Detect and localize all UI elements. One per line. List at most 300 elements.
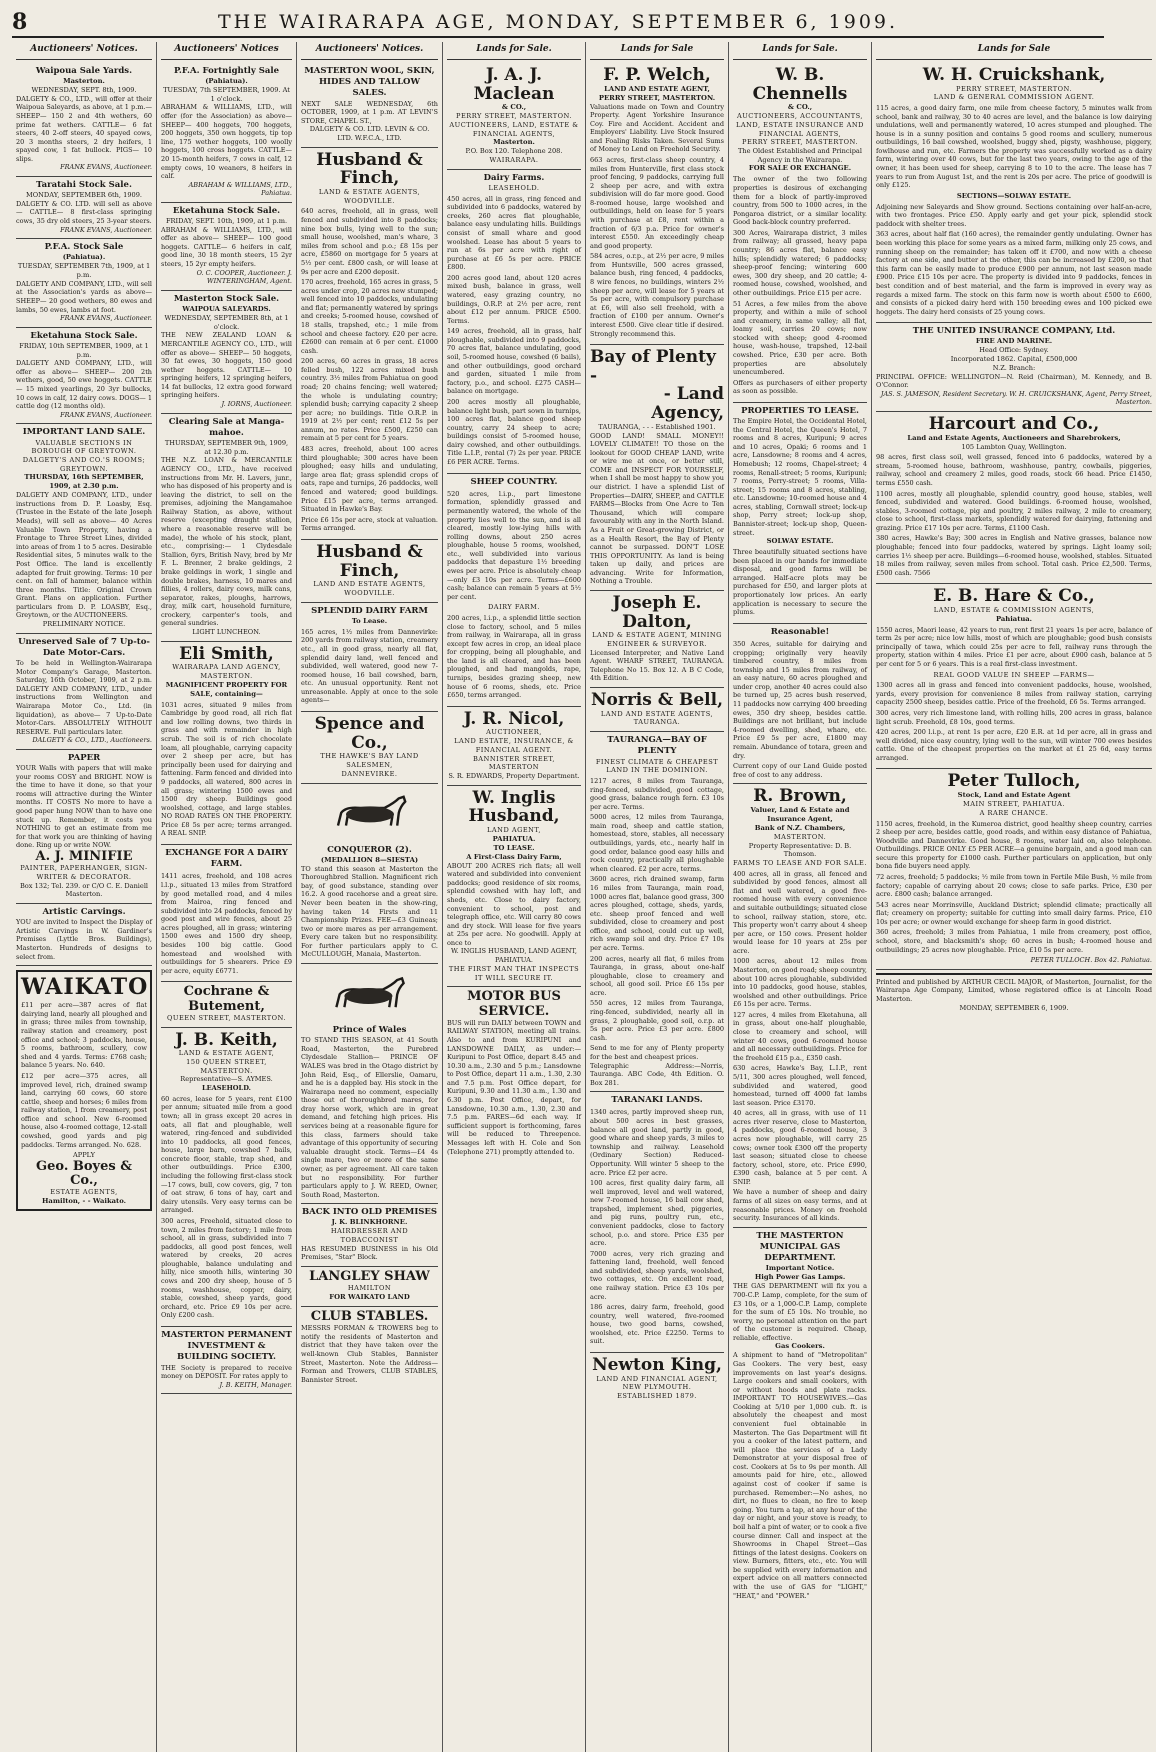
ad-title: E. B. Hare & Co., bbox=[933, 586, 1095, 607]
ad-body: Incorporated 1862. Capital, £500,000 bbox=[950, 355, 1078, 364]
ad-sub: LAND AND ESTATE AGENTS, TAURANGA. bbox=[600, 709, 714, 727]
ad-place: MASTERTON. bbox=[773, 832, 827, 841]
ad-title: J. B. Keith, bbox=[175, 1029, 278, 1050]
ad-norris-bell bbox=[590, 688, 724, 732]
ad-sub: Land and Estate Agents, Auctioneers and Sharebrokers, bbox=[907, 433, 1121, 442]
ad-taranaki bbox=[590, 1092, 724, 1353]
ad-date: THURSDAY, SEPTEMBER 9th, 1909, at 12.30 p.m. bbox=[164, 439, 289, 456]
property-listing: Price £6 15s per acre, stock at valuation. Terms arranged. bbox=[301, 515, 438, 533]
ad-body: The Oldest Established and Principal Agency in the Wairarapa. bbox=[738, 147, 862, 164]
property-listing: 200 acres, 60 acres in grass, 18 acres felled bush, 122 acres mixed bush country. 3½ miles from Pahiatua on good road; 20 chains fencing; well watered; the whole is undulating country; splendid bush; carrying capacity 2 sheep per acre; no buildings. Title O.R.P. in 1919 at 2½ per cent; rent £12 5s per annum, no rates. Price £500, £250 can remain at 5 per cent for 5 years. bbox=[301, 357, 438, 443]
ad-sub: TAURANGA, - - - Established 1901. bbox=[598, 422, 716, 431]
ad-sub: DALGETY'S AND CO.'S ROOMS; GREYTOWN. bbox=[22, 455, 146, 473]
ad-sub: AUCTIONEER, bbox=[486, 728, 542, 737]
property-listing: 186 acres, dairy farm, freehold, good country, well watered, five-roomed house, two good barns, cowshed, woolshed, etc. Price £2250. Terms to suit. bbox=[590, 1303, 724, 1346]
ad-title: LANGLEY SHAW bbox=[309, 1269, 430, 1284]
ad-title: P.F.A. Stock Sale bbox=[44, 242, 124, 253]
ad-date: FRIDAY, 10th SEPTEMBER, 1909, at 1 p.m. bbox=[19, 341, 149, 359]
ad-title: Newton King, bbox=[592, 1355, 722, 1376]
ad-title: SHEEP COUNTRY. bbox=[470, 476, 558, 487]
ad-signature: FRANK EVANS, Auctioneer. bbox=[60, 314, 152, 323]
ad-body: ABOUT 200 ACRES rich flats; all well watered and subdivided into convenient paddocks; good residence of six rooms, splendid cowshed with hay loft, and sheds, etc. Close to dairy factory, convenient to school, post and telegraph office, etc. Will carry 80 cows and dry stock. Will lease for five years at 25s per acre. No goodwill. Apply at once to bbox=[447, 861, 581, 947]
property-listing: 3600 acres, rich drained swamp, farm 16 miles from Tauranga, main road, 1000 acres flat, balance good grass, 300 acres ploughed, cottage, sheds, yards, etc. sheep proof fenced and well subdivided, close to creamery and post office, and school, could cut up well, rich swamp soil and dry. Price £7 10s per acre. Terms. bbox=[590, 875, 724, 952]
ad-building-society bbox=[161, 1327, 292, 1394]
ad-sub: LAND & ESTATE AGENT, bbox=[178, 1049, 275, 1058]
ad-waikato bbox=[16, 970, 152, 1211]
ad-jb-keith bbox=[161, 1028, 292, 1327]
ad-title: Masterton Stock Sale. bbox=[173, 293, 280, 304]
ad-title: Prince of Wales bbox=[332, 1025, 407, 1036]
ad-body: NEXT SALE WEDNESDAY, 6th OCTOBER, 1909, at 1 p.m. AT LEVIN'S STORE, CHAPEL ST., bbox=[301, 99, 438, 125]
ad-sub: 105 Lambton Quay, Wellington. bbox=[961, 442, 1067, 451]
ad-sub: (MEDALLION 8—SIESTA) bbox=[320, 855, 419, 864]
property-listing: 200 acres good land, about 120 acres mixed bush, balance in grass, well watered, easy grazing country, no buildings, O.R.P. at 2½ per acre, rent about £12 per annum. PRICE £500. Terms. bbox=[447, 273, 581, 325]
ad-sub: FOR SALE OR EXCHANGE. bbox=[748, 164, 852, 173]
ad-body: DALGETY AND COMPANY, LTD., will sell at the Association's yards as above— SHEEP— 20 good wethers, 80 ewes and lambs, 50 ewes, lambs at foot. bbox=[16, 279, 152, 314]
ad-sub: PERRY STREET, MASTERTON. bbox=[456, 112, 572, 121]
ad-sub: ESTABLISHED 1879. bbox=[617, 1392, 697, 1401]
property-listing: 1000 acres, about 12 miles from Masterton, on good road; sheep country, about 100 acres ploughable, subdivided into 10 paddocks, good house, stables, woolshed and other outbuildings. Price £6 15s per acre. Terms. bbox=[733, 957, 867, 1009]
ad-body: YOUR Walls with papers that will make your rooms COSY and BRIGHT. NOW is the time to have it done, so that your rooms will attractive during the Winter months. IT COSTS No more to have a good paper hung NOW than to have one stuck up. Remember, it costs you NOTHING to get an estimate from me for that work you are thinking of having done. Ring up or write NOW. bbox=[16, 764, 152, 850]
ad-maclean bbox=[447, 63, 581, 170]
property-listing: 543 acres near Morrinsville, Auckland District; splendid climate; practically all flat; creamery on property; suitable for cutting into small dairy farms. Price, £10 10s per acre; or owner would exchange for sheep farm in good district. bbox=[876, 900, 1152, 926]
ad-title: CONQUEROR (2). bbox=[327, 844, 412, 855]
ad-nicol bbox=[447, 707, 581, 786]
ad-husband-finch bbox=[301, 148, 438, 540]
ad-body: BUS will run DAILY between TOWN and RAILWAY STATION, meeting all trains. Also to and from KURIPUNI and LANSDOWNE DAILY, as under:— Kuripuni to Post Office, depart 8.45 and 10.30 a.m., 2.30 and 5 p.m.; Lansdowne to Post Office, depart 11 a.m., 1.30, 2.30 and 7.5 p.m. Post Office depart, for Kuripuni, 9.30 and 11.30 a.m., 1.30 and 6.30 p.m. Post Office, depart, for Lansdowne, 10.30 a.m., 1.30, 2.30 and 7.5 p.m. FARES—6d each way. If sufficient support is forthcoming, fares will be reduced to Threepence. Messages left with H. Cole and Son (Telephone 271) promptly attended to. bbox=[447, 1018, 581, 1156]
advertiser-trade: PAINTER, PAPERHANGER, SIGN-WRITER & DECORATOR. bbox=[20, 864, 148, 881]
ad-land-sale bbox=[16, 424, 152, 633]
newspaper-title: THE WAIRARAPA AGE, MONDAY, SEPTEMBER 6, 1909. bbox=[217, 11, 899, 33]
ad-date: WEDNESDAY, SEPTEMBER 8th, at 1 o'clock. bbox=[164, 313, 289, 331]
ad-title: Taratahi Stock Sale. bbox=[36, 179, 132, 190]
ad-title: W. H. Cruickshank, bbox=[922, 64, 1106, 85]
ad-pfa-sale bbox=[16, 239, 152, 327]
ad-gas-department bbox=[733, 1228, 867, 1604]
advertiser-name: A. J. MINIFIE bbox=[35, 848, 133, 864]
column-2 bbox=[157, 42, 297, 1752]
ad-sub: LAND & GENERAL COMMISSION AGENT. bbox=[933, 93, 1095, 102]
ad-body: DALGETY AND COMPANY, LTD., will offer as above— SHEEP— 200 2th wethers, good, 50 ewe hoggets. CATTLE— 15 mixed yearlings, 20 3yr bullocks, 10 cows in calf, 12 dairy cows. DOGS— 1 cattle dog (12 months old). bbox=[16, 359, 152, 411]
ad-title: - Land Agency, bbox=[651, 384, 724, 424]
ad-title: Harcourt and Co., bbox=[928, 413, 1100, 434]
ad-date: WEDNESDAY, SEPT. 8th, 1909. bbox=[31, 86, 137, 95]
ad-sub: MAIN STREET, PAHIATUA. bbox=[962, 800, 1066, 809]
ad-rep: Property Representative: D. B. Thomson. bbox=[748, 841, 852, 859]
advertiser-address: Box 132; Tel. 239. or C/O C. E. Daniell Masterton. bbox=[19, 881, 149, 899]
ad-title: THE MASTERTON MUNICIPAL GAS DEPARTMENT. bbox=[756, 1230, 844, 1264]
property-listing: Adjoining new Saleyards and Show ground. Sections containing over half-an-acre, with two frontages. Price £50. Apply early and get your pick, splendid stock paddock with shelter trees. bbox=[876, 202, 1152, 228]
ad-place: Pahiatua. bbox=[995, 614, 1033, 623]
ad-sub: FINEST CLIMATE & CHEAPEST LAND IN THE DOMINION. bbox=[595, 757, 719, 775]
column-header: Auctioneers' Notices bbox=[161, 42, 292, 60]
ad-place: WAIRARAPA. bbox=[489, 156, 539, 164]
property-listing: 200 acres, l.i.p., a splendid little section close to factory, school, and 5 miles from railway, in Wairarapa, all in grass except few acres in crop, an ideal place for cropping, being all ploughable, and the land is all cleared, and has been ploughed, and had mangolds, rape, turnips, besides grazing sheep, new house of 6 rooms, sheds, etc. Price £650, terms arranged. bbox=[447, 613, 581, 700]
ad-sub: LAND & ESTATE AGENT, MINING ENGINEER & SURVEYOR. bbox=[592, 631, 722, 649]
ad-sub: FIRE AND MARINE. bbox=[975, 337, 1053, 346]
property-listing: 165 acres, 1½ miles from Dannevirke: 200 yards from railway station, creamery etc., all in good grass, nearly all flat, splendid dairy land, well fenced and subdivided, well watered, good new 7-roomed house, 16 bail cowshed, barn, etc. An unusual opportunity. Rent not unreasonable. Apply at once to the sole agents— bbox=[301, 627, 438, 705]
property-listing: Three beautifully situated sections have been placed in our hands for immediate disposal, and good farms will be arranged. Half-acre plots may be purchased for £50, and larger plots at proportionately low prices. An early application is necessary to secure the plums. bbox=[733, 548, 867, 617]
property-listing: 115 acres, a good dairy farm, one mile from cheese factory, 5 minutes walk from school, bank and railway, 30 to 40 acres are level, and the balance is low dairying undulations, well and permanently watered, 10 acres stumped and ploughed. The house is in a sunny position and contains 5 good rooms and scullery, numerous outbuildings, 16 bail cowshed, woolshed, buggy shed, pigsty, washhouse, piggery, fowlhouse and run, etc. Farmers the property was successfully worked as a dairy farm, wintering over 40 cows, but for the last two years, owing to the age of the owner, it has been used for sheep, carrying 8 to 10 to the acre. The lease has 7 years to run from August 1st, and the rent is 20s per acre. The price of goodwill is only £125. bbox=[876, 103, 1152, 190]
masthead bbox=[12, 8, 1104, 38]
property-listing: 584 acres, o.r.p., at 2½ per acre, 9 miles from Huntsville, 500 acres grassed, balance bush, ring fenced, 4 paddocks, 8 wire fences, no buildings, winters 2½ sheep per acre, will lease for 5 years at 5s per acre, with compulsory purchase at £6, will also sell freehold, with a fraction of £100 per annum. Owner's interest £500. Give clear title if desired. Strongly recommend this. bbox=[590, 252, 724, 338]
ad-title: Artistic Carvings. bbox=[42, 907, 126, 918]
ad-title: Bay of Plenty - bbox=[590, 347, 716, 386]
ad-note: Current copy of our Land Guide posted free of cost to any address. bbox=[733, 762, 867, 779]
ad-sub: FARMS TO LEASE AND FOR SALE. bbox=[733, 858, 867, 867]
property-listing: 149 acres, freehold, all in grass, half ploughable, subdivided into 9 paddocks, 70 acres flat, balance undulating, good soil, 5-roomed house, cowshed (6 bails), and other outbuildings, good orchard and garden, situated 1 mile from factory, p.o., and school. £275 CASH—balance on mortgage. bbox=[447, 327, 581, 396]
ad-sub: & CO., bbox=[787, 103, 813, 112]
ad-sub: AUCTIONEERS, LAND, ESTATE & FINANCIAL AGENTS, bbox=[449, 120, 579, 138]
ad-title: Unreserved Sale of 7 Up-to-Date Motor-Cars. bbox=[18, 636, 150, 658]
ad-date: TUESDAY, SEPTEMBER 7th, 1909, at 1 p.m. bbox=[17, 262, 151, 280]
ad-sub: & CO., bbox=[501, 103, 527, 112]
ad-sub: SOLWAY ESTATE. bbox=[766, 537, 834, 546]
column-header: Auctioneers' Notices. bbox=[301, 42, 438, 60]
ad-sub: Valuer, Land & Estate and Insurance Agent, bbox=[750, 805, 850, 823]
ad-title: CLUB STABLES. bbox=[310, 1308, 429, 1324]
column-header: Lands for Sale. bbox=[733, 42, 867, 60]
ad-sub: High Power Gas Lamps. bbox=[754, 1273, 846, 1282]
ad-eketahuna-sale bbox=[161, 203, 292, 291]
horse-illustration bbox=[322, 970, 418, 1022]
property-listing: 100 acres, first quality dairy farm, all well improved, level and well watered, new 7-roomed house, 16 bail cow shed, trapshed, implement shed, piggeries, and pig runs, poultry run, etc., convenient paddocks, close to factory school, p.o. and store. Price £35 per acre. bbox=[590, 1179, 724, 1248]
ad-title: Spence and Co., bbox=[314, 714, 425, 753]
ad-sub: HAMILTON bbox=[347, 1284, 392, 1293]
property-listing: 72 acres, freehold; 5 paddocks; ½ mile from town in Fertile Mile Bush, ½ mile from factory; capable of carrying about 20 cows; close to safe parks. Price, £30 per acre. £800 cash; balance arranged. bbox=[876, 872, 1152, 899]
ad-sub: QUEEN STREET, MASTERTON. bbox=[167, 1013, 286, 1022]
ad-note: LIGHT LUNCHEON. bbox=[192, 628, 261, 636]
ad-exchange bbox=[161, 845, 292, 982]
ad-title: Reasonable! bbox=[770, 626, 830, 637]
column-1 bbox=[12, 42, 157, 1752]
property-listing: 630 acres, Hawke's Bay, L.I.P., rent 5/11, 300 acres ploughed, well fenced, subdivided and watered, good homestead, turned off 4000 fat lambs last season. Price £3170. bbox=[733, 1064, 867, 1107]
ad-signature: FRANK EVANS, Auctioneer. bbox=[60, 410, 152, 419]
ad-sub: LAND ESTATE, INSURANCE, & FINANCIAL AGENT. bbox=[454, 737, 574, 754]
ad-body: DALGETY AND COMPANY, LTD., under instructions from D. P. Loasby, Esq. (Trustee in the Estate of the late Joseph Meads), will sell as above— 40 Acres Valuable Town Property, having a Frontage to Three Street Lines, divided into areas of from 1 to 5 acres. Desirable Residential sites, 5 minutes walk to the Post Office. The land is excellently adapted for fruit growing. Terms: 10 per cent. on fall of hammer, balance within three months. Title: Original Crown Grant. Plans on application. Further particulars from D. P. LOASBY, Esq., Greytown, or the AUCTIONEERS. bbox=[16, 491, 152, 620]
ad-title: Eli Smith, bbox=[179, 643, 274, 664]
ad-body: TO stand this season at Masterton the Thoroughbred Stallion. Magnificent rich bay, of good substance, standing over 16.2. A good racehorse and a great sire. Never been beaten in the show-ring, having taken 14 Firsts and 11 Championship Prizes. FEE—£3 Guineas; two or more mares as per arrangement. Every care taken but no responsibility. For further particulars apply to C. McCULLOUGH, Manaia, Masterton. bbox=[301, 864, 438, 959]
ad-conqueror bbox=[301, 784, 438, 965]
ad-note: THE FIRST MAN THAT INSPECTS IT WILL SECURE IT. bbox=[448, 964, 580, 982]
ad-title: P.F.A. Fortnightly Sale bbox=[173, 65, 280, 76]
ad-sub: AUCTIONEERS, ACCOUNTANTS, LAND, ESTATE INSURANCE AND FINANCIAL AGENTS, bbox=[736, 112, 864, 138]
ad-sub: Important Notice. bbox=[765, 1264, 835, 1273]
property-listing: 483 acres, freehold, about 100 acres third ploughable; 300 acres have been ploughed; easy hills and undulating, large area flat; grass splendid crops of oats, rape and turnips, 26 paddocks, well fenced and watered; good buildings. Price £15 per acre, terms arranged. Situated in Hawke's Bay. bbox=[301, 445, 438, 514]
ad-clearing-sale bbox=[161, 414, 292, 642]
ad-wool-sales bbox=[301, 63, 438, 148]
ad-cochrane bbox=[161, 982, 292, 1027]
ad-body: PRINCIPAL OFFICE: WELLINGTON—N. Reid (Chairman), M. Kennedy, and B. O'Connor. bbox=[876, 372, 1152, 390]
property-listing: 127 acres, 4 miles from Eketahuna, all in grass, about one-half ploughable, close to creamery and school, will winter 40 cows, good 6-roomed house and all necessary outbuildings. Price for the freehold £15 p.a., £350 cash. bbox=[733, 1010, 867, 1062]
ad-body: DALGETY & CO., LTD., will offer at their Waipoua Saleyards, as above, at 1 p.m.— SHEEP— 150 2 and 4th wethers, 60 prime fat wethers. CATTLE— 6 fat steers, 40 2-off steers, 40 spayed cows, 20 3 months steers, 2 dry heifers, 1 spayed cow, 1 fat bullock. PIGS— 10 slips. bbox=[16, 94, 152, 163]
ad-signature: JAS. S. JAMESON, Resident Secretary. W. H. CRUICKSHANK, Agent, Perry Street, Masterton. bbox=[880, 389, 1152, 407]
ad-carvings bbox=[16, 904, 152, 966]
ad-masterton-stock bbox=[161, 291, 292, 414]
ad-waipoua-sale bbox=[16, 63, 152, 177]
ad-title: Husband & Finch, bbox=[316, 149, 423, 189]
ad-signature: O. C. COOPER, Auctioneer. J. WINTERINGHAM, Agent. bbox=[196, 268, 292, 286]
ad-sub: Gas Cookers. bbox=[775, 1342, 825, 1351]
ad-inglis-husband bbox=[447, 786, 581, 988]
property-listing: 640 acres, freehold, all in grass, well fenced and subdivided into 8 paddocks; nine box bulls, lying well to the sun; small house, woolshed, man's whare, 3 miles from school and p.o.; £8 15s per acre, £5860 on mortgage for 5 years at 5½ per cent. £800 cash, or will lease at 9s per acre and £200 deposit. bbox=[301, 207, 438, 276]
ad-signature: FRANK EVANS, Auctioneer. bbox=[60, 225, 152, 234]
ad-sub: Stock, Land and Estate Agent bbox=[957, 791, 1071, 800]
ad-properties-to-lease bbox=[733, 403, 867, 624]
ad-bay-of-plenty bbox=[590, 345, 724, 591]
ad-place: PAHIATUA. bbox=[492, 834, 536, 843]
ad-title: Eketahuna Stock Sale. bbox=[172, 205, 281, 216]
ad-title: Eketahuna Stock Sale. bbox=[30, 330, 138, 341]
ad-blinkhorne bbox=[301, 1204, 438, 1267]
ad-sub: REAL GOOD VALUE IN SHEEP —FARMS— bbox=[933, 670, 1095, 679]
ad-sub: LEASEHOLD. bbox=[488, 183, 540, 192]
ad-newton-king bbox=[590, 1353, 724, 1405]
ad-body: TO STAND THIS SEASON, at 41 South Road, Masterton, the Purebred Clydesdale Stallion— PRINCE OF WALES was bred in the Otago district by John Reid, Esq., of Ellerslie, Oamaru, and he is a dappled bay. His stock in the Wairarapa need no comment, especially those out of thoroughbred mares, for dray horse work, which are in great demand, and fetching high prices. His services being at a reasonable figure for this class, farmers should take advantage of this opportunity of securing valuable draught stock. Terms—£4 4s single mare, two or more of the same owner, as per agreement. All care taken but no responsibility. For further particulars apply to J. W. REED, Owner, South Road, Masterton. bbox=[301, 1036, 438, 1199]
columns bbox=[12, 42, 1152, 1752]
property-listing: £12 per acre—375 acres, all improved level, rich, drained swamp land, carrying 60 cows, 60 store cattle, sheep and horses; 6 miles from railway station, 1 from creamery, post office and school. New 6-roomed house, also 4-roomed cottage, 12-stall cowshed, good yards and pig paddocks. Terms arranged. No. 628. bbox=[21, 1071, 147, 1149]
property-listing: 360 acres, freehold; 3 miles from Pahiatua, 1 mile from creamery, post office, school, store, and blacksmith's shop; 60 acres in bush; 4-roomed house and outbuildings; 25 acres now ploughable. Price, £10 5s per acre. bbox=[876, 928, 1152, 954]
column-header: Lands for Sale. bbox=[447, 42, 581, 60]
property-listing: 300 Acres, Wairarapa district, 3 miles from railway; all grassed, heavy papa country; 86 acres flat, balance easy hills; splendidly watered; 6 paddocks; sheep-proof fencing; wintering 600 ewes, 300 dry sheep, and 20 cattle; 4-roomed house, cowshed, woolshed, and other outbuildings. Price £15 per acre. bbox=[733, 228, 867, 297]
ad-title: MOTOR BUS SERVICE. bbox=[467, 989, 561, 1019]
property-listing: 170 acres, freehold, 165 acres in grass, 5 acres under crop, 20 acres new stumped; well fenced into 10 paddocks, undulating and flat; permanently watered by springs and creeks; 5-roomed house, cowshed of 18 stalls, trapshed, etc.; 1 mile from school and cheese factory. £20 per acre. £2600 can remain at 6 per cent. £1000 cash. bbox=[301, 278, 438, 355]
ad-eli-smith bbox=[161, 642, 292, 845]
ad-body: THE GAS DEPARTMENT will fix you a 700-C.P. Lamp, complete, for the sum of £3 10s, or a 1,000-C.P. Lamp, complete for the sum of £5 10s. No trouble, no worry, no personal attention on the part of the customer is required. Cheap, reliable, effective. bbox=[733, 1282, 867, 1342]
property-listing: 300 acres, Freehold, situated close to town, 2 miles from factory; 1 mile from school, all in grass, subdivided into 7 paddocks, all good post fences, well watered by creeks, 20 acres ploughable, balance undulating and hilly, nice smooth hills, wintering 30 cows and 200 dry sheep, house of 5 rooms, washhouse, copper, dairy, stable, cowshed, sheep yards, good orchard, etc. Price £9 10s per acre. Only £200 cash. bbox=[161, 1216, 292, 1320]
ad-title: J. A. J. Maclean bbox=[473, 64, 555, 104]
property-listing: 350 Acres, suitable for dairying and cropping; originally very heavily timbered country, 8 miles from township and 15 miles from railway, of an easy nature, 60 acres ploughed and under crop, another 40 acres could also be turned up, 25 acres bush reserved, 11 paddocks now carrying 400 breeding ewes, 350 dry sheep, besides cattle. Buildings are not brilliant, but include 4-roomed dwelling, shed, whare, etc. Price £9 5s per acre, £1800 may remain. Abundance of totara, green and dry. bbox=[733, 639, 867, 760]
ad-sub: HAIRDRESSER AND TOBACCONIST bbox=[330, 1227, 409, 1245]
property-listing: 98 acres, first class soil, well grassed, fenced into 6 paddocks, watered by a stream, 5-roomed house, bathroom, washhouse, pantry, cowbails, piggeries, railway, school and creamery 2 miles, good roads, stock 66 head. Price £1450, terms £550 cash. bbox=[876, 453, 1152, 487]
property-listing: 200 acres mostly all ploughable, balance light bush, part sown in turnips, 100 acres flat, balance good sheep country, carry 24 sheep to acre; buildings consist of 5-roomed house, dairy cowshed, and other outbuildings. Title L.I.P., rental (7) 2s per year. PRICE £6 PER ACRE. Terms. bbox=[447, 397, 581, 466]
property-listing: 1411 acres, freehold, and 108 acres l.l.p., situated 13 miles from Stratford by good metalled road, and 4 miles from Mairoa, ring fenced and subdivided into 24 paddocks, fenced by good post and wire fences, about 25 acres ploughed, all in grass; wintering 1500 ewes and 1500 dry sheep, besides 100 big cattle. Good homestead and woolshed with outbuildings for 5 shearers. Price £9 per acre, equity £6771. bbox=[161, 872, 292, 975]
ad-body: THE Society is prepared to receive money on DEPOSIT. For rates apply to bbox=[161, 1363, 292, 1381]
ad-sub: A First-Class Dairy Farm, bbox=[466, 852, 562, 861]
ad-title: EXCHANGE FOR A DAIRY FARM. bbox=[165, 847, 288, 870]
ad-note: PRELIMINARY NOTICE. bbox=[42, 620, 126, 628]
ad-body: GOOD LAND! SMALL MONEY!! LOVELY CLIMATE!! TO those on the lookout for GOOD CHEAP LAND, write or wire me at once, or better still, COME and INSPECT FOR YOURSELF, when I shall be most happy to show you our district. I have a splendid List of Properties—DAIRY, SHEEP, and CATTLE FARMS—Blocks from One Acre to Ten Thousand, which will compare favourably with any in the North Island. As a Fruit or Great-growing District, or as a Health Resort, the Bay of Plenty cannot be surpassed. DON'T LOSE THIS OPPORTUNITY. As land is being taken up daily, and prices are advancing. Write for Information, Nothing a Trouble. bbox=[590, 431, 724, 586]
imprint-date: MONDAY, SEPTEMBER 6, 1909. bbox=[959, 1003, 1069, 1012]
ad-title: TAURANGA—BAY OF PLENTY bbox=[607, 735, 707, 757]
property-listing: Offers as purchasers of either property as soon as possible. bbox=[733, 378, 867, 396]
column-5 bbox=[586, 42, 729, 1752]
ad-sub: LAND, ESTATE & COMMISSION AGENTS, bbox=[933, 605, 1095, 614]
column-4 bbox=[443, 42, 586, 1752]
ad-husband-finch-2 bbox=[301, 540, 438, 603]
ad-sheep-country bbox=[447, 474, 581, 707]
ad-signature: J. IORNS, Auctioneer. bbox=[221, 400, 292, 409]
ad-rep: Representative—S. AYMES. bbox=[180, 1075, 273, 1084]
property-listing: £11 per acre—387 acres of flat dairying land, nearly all ploughed and in grass; three miles from township, railway station and creamery, post office and school; 3 paddocks, house, 5 rooms, bathroom, scullery, cow shed and 4 yards. Terms: £768 cash; balance 5 years. No. 640. bbox=[21, 1001, 147, 1070]
ad-signature: ABRAHAM & WILLIAMS, LTD., Pahiatua. bbox=[188, 180, 292, 198]
ad-title: THE UNITED INSURANCE COMPANY, Ltd. bbox=[912, 326, 1116, 337]
column-header: Lands for Sale bbox=[590, 42, 724, 60]
property-listing: 1217 acres, 8 miles from Tauranga, ring-fenced, subdivided, good cottage, good grass, balance rough fern. £3 10s per acre. Terms. bbox=[590, 777, 724, 811]
property-listing: 300 acres, very rich limestone land, with rolling hills, 200 acres in grass, balance light scrub. Freehold, £8 10s, good terms. bbox=[876, 708, 1152, 726]
ad-tulloch bbox=[876, 769, 1152, 969]
ad-title: Cochrane & Butement, bbox=[183, 984, 270, 1014]
apply-label: APPLY bbox=[73, 1151, 95, 1160]
column-7 bbox=[872, 42, 1156, 1752]
ad-prince-of-wales bbox=[301, 964, 438, 1204]
horse-illustration bbox=[322, 790, 418, 842]
ad-taratahi-sale bbox=[16, 177, 152, 239]
ad-motor-bus bbox=[447, 987, 581, 1160]
ad-body: S. R. EDWARDS, Property Department. bbox=[448, 771, 580, 780]
ad-sub: PERRY STREET, MASTERTON. bbox=[956, 84, 1072, 93]
ad-title: PAPER bbox=[67, 752, 101, 763]
ad-body: ABRAHAM & WILLIAMS, LTD., will offer (for the Association) as above— SHEEP— 400 hoggets, 700 hoggets, 200 hoggets, 350 own hoggets, tip top line, 175 wether hoggets, 100 woolly hoggets, 100 cross hoggets. CATTLE— 20 15-month heifers, 7 cows in calf, 12 empty cows, 10 weaners, 8 heifers in calf. bbox=[161, 103, 292, 181]
property-listing: 1150 acres, freehold, in the Kumeroa district, good healthy sheep country, carries 2 sheep per acre, besides cattle, good roads, and within easy distance of Pahiatua, Woodville and Dannevirke. Good house, 8 rooms, water laid on, also telephone. Outbuildings. PRICE ONLY £5 PER ACRE—a genuine bargain, and a good man can secure this property for £1000 cash. Further particulars on application, but only bona fide buyers need apply. bbox=[876, 819, 1152, 871]
ad-club-stables bbox=[301, 1307, 438, 1388]
ad-title: TARANAKI LANDS. bbox=[611, 1095, 703, 1106]
property-listing: 1100 acres, mostly all ploughable, splendid country, good house, stables, well fenced, subdivided and watered. Good buildings. 6-roomed house, woolshed, stables, 3-roomed cottage, pig and poultry, 2 miles railway, 2 mile to creamery, close to school, first-class markets, splendidly watered for dairying, fattening and grazing. Price £17 10s per acre. Terms, £1100 Cash. bbox=[876, 489, 1152, 532]
property-listing: 5000 acres, 12 miles from Tauranga, main road, sheep and cattle station, homestead, store, stables, all necessary outbuildings, yards, etc., nearly half in good order, balance good easy hills and rock country, practically all ploughable when cleared. £2 per acre, terms. bbox=[590, 813, 724, 873]
ad-langley-shaw bbox=[301, 1267, 438, 1307]
ad-sub: Bank of N.Z. Chambers, bbox=[754, 823, 846, 832]
ad-date: THURSDAY, 16th SEPTEMBER, 1909, at 2.30 p.m. bbox=[24, 473, 144, 491]
ad-welch bbox=[590, 63, 724, 345]
ad-sub: WAIRARAPA LAND AGENCY, MASTERTON. bbox=[172, 663, 281, 681]
property-listing: 520 acres, l.i.p., part limestone formation, splendidly grassed and permanently watered, the whole of the property lies well to the sun, and is all cleared, mostly low-lying hills with rolling downs, about 250 acres ploughable, house 5 rooms, woolshed, etc., well subdivided into various paddocks that depasture 1½ breeding ewes per acre. Price is absolutely cheap—only £3 10s per acre. Terms—£600 cash; balance can remain 5 years at 5½ per cent. bbox=[447, 489, 581, 601]
ad-body: Valuations made on Town and Country Property. Agent Yorkshire Insurance Coy. Fire and Accident. Accident and Employers' Liability. Live Stock Insured and Foaling Risks Taken. Several Sums of Money to Lend on Freehold Security. bbox=[590, 102, 724, 154]
property-listing: 1031 acres, situated 9 miles from Cambridge by good road, all rich flat and low rolling downs, two thirds in grass and with remainder in high scrub. The soil is of rich chocolate loam, all ploughable, carrying capacity over 2 sheep per acre, but has principally been used for dairying and fattening. Farm fenced and divided into 9 paddocks, all watered, 800 acres in all grass; wintering 1500 ewes and 1500 dry sheep. Buildings good woolshed, cottage, and large stables. NO ROAD RATES ON THE PROPERTY. Price £8 5s per acre; terms arranged. A REAL SNIP. bbox=[161, 700, 292, 838]
ad-contact: P.O. Box 120. Telephone 208. bbox=[465, 147, 563, 156]
ad-title: Waipoua Sale Yards. bbox=[35, 65, 133, 76]
ad-title: J. R. Nicol, bbox=[463, 708, 565, 729]
ad-harcourt bbox=[876, 412, 1152, 584]
property-listing: 40 acres, all in grass, with use of 11 acres river reserve, close to Masterton, 4 paddocks, good 6-roomed house, 3 acres now ploughable, will carry 25 cows; owner took £300 off the property last season; situated close to cheese factory, school, store, etc. Price £990, £390 cash, balance at 5 per cent. A SNIP. bbox=[733, 1109, 867, 1186]
ad-sub: FOR WAIKATO LAND bbox=[329, 1293, 410, 1301]
property-listing: 7000 acres, very rich grazing and fattening land, freehold, well fenced and subdivided, sheep yards, woolshed, two cottages, etc. On excellent road, one railway station. Price £3 10s per acre. bbox=[590, 1249, 724, 1301]
ad-motor-cars bbox=[16, 634, 152, 750]
ad-tauranga bbox=[590, 732, 724, 1092]
ad-sub: PERRY STREET, MASTERTON. bbox=[742, 138, 858, 147]
property-listing: 550 acres, 12 miles from Tauranga, ring-fenced, subdivided, nearly all in grass, 2 ploughable, good soil, o.r.p. at 5s per acre. Price £3 per acre. £800 cash. bbox=[590, 999, 724, 1042]
property-listing: 60 acres, lease for 5 years, rent £100 per annum; situated mile from a good town; all in grass except 20 acres in oats, all flat and ploughable, well watered, ring-fenced and subdivided into 10 paddocks, all good fences, house, large barn, cowshed 7 bails, concrete floor, stable, trap shed, and other outbuildings. Price £300, including the following first-class stock—17 cows, bull, cow covers, gig, 7 ton of oat straw, 6 tons of hay, cart and dairy utensils. Very easy terms can be arranged. bbox=[161, 1094, 292, 1215]
property-listing: 380 acres, Hawke's Bay; 300 acres in English and Native grasses, balance now ploughable; fenced into four paddocks, watered by springs. Light loamy soil; carries 1½ sheep per acre. Buildings—6-roomed house, woolshed, stables. Situated 18 miles from railway, seven miles from school. Total cash. Price £2,500. Terms, £500 cash. 7566 bbox=[876, 534, 1152, 577]
ad-sub: MAGNIFICENT PROPERTY FOR SALE, containing— bbox=[165, 680, 288, 698]
ad-r-brown bbox=[733, 784, 867, 1228]
ad-body: THE NEW ZEALAND LOAN & MERCANTILE AGENCY CO., LTD., will offer as above— SHEEP— 50 hoggets, 30 fat ewes, 30 hoggets, 150 good wether hoggets. CATTLE— 10 springing heifers, 12 springing heifers, 14 fat bullocks, 12 extra good forward springing heifers. bbox=[161, 331, 292, 400]
ad-place: Masterton. bbox=[63, 77, 105, 86]
ad-date: MONDAY, SEPTEMBER 6th, 1909. bbox=[25, 191, 142, 200]
ad-contact: Telegraphic Address:—Norris, Tauranga. ABC Code, 4th Edition. O. Box 281. bbox=[590, 1061, 724, 1087]
column-3 bbox=[297, 42, 443, 1752]
ad-sub: DAIRY FARM. bbox=[488, 603, 540, 612]
property-listing: 450 acres, all in grass, ring fenced and subdivided into 6 paddocks, watered by creeks, 260 acres flat ploughable, balance easy undulating hills. Buildings consist of small whare and good woolshed. Lease has about 5 years to run at 6s per acre with right of purchase at £6 5s per acre. PRICE £800. bbox=[447, 194, 581, 272]
ad-eb-hare bbox=[876, 584, 1152, 769]
ad-sub: To Lease. bbox=[351, 616, 388, 625]
ad-paper bbox=[16, 750, 152, 904]
ad-title: IMPORTANT LAND SALE. bbox=[22, 427, 146, 438]
ad-date: TUESDAY, 7th SEPTEMBER, 1909. At 1 o'clock. bbox=[163, 86, 290, 103]
ad-place: (Pahiatua). bbox=[205, 77, 248, 86]
ad-body: YOU are invited to Inspect the Display of Artistic Carvings in W. Gardiner's Premises (Lyttle Bros. Buildings), Masterton. Hundreds of designs to select from. bbox=[16, 918, 152, 961]
ad-body: The Empire Hotel, the Occidental Hotel, the Central Hotel, the Queen's Hotel, 7 rooms and 8 acres, Kuripuni; 9 acres and 10 acres, Opaki; 6 rooms and 1 acre, Lansdowne; 8 rooms and 4 acres, Homebush; 12 rooms, Chapel-street; 4 rooms, Renall-street; 5 rooms, Kuripuni; 7 rooms, Perry-street; 5 rooms, Villa-street; 15 rooms and 8 acres, stabling, etc. Lansdowne; 10-roomed house and 4 acres, stabling, Cornwall street; lock-up shop, Perry street; lock-up shop, Bannister-street; lock-up shop, Queen-street. bbox=[733, 417, 867, 537]
ad-title: SPLENDID DAIRY FARM bbox=[311, 605, 428, 616]
ad-signature: W. INGLIS HUSBAND, LAND AGENT, PAHIATUA. bbox=[451, 947, 577, 965]
ad-sub: SECTIONS—SOLWAY ESTATE. bbox=[956, 191, 1072, 200]
ad-spence bbox=[301, 712, 438, 783]
ad-title: Joseph E. Dalton, bbox=[612, 592, 702, 632]
printer-imprint: Printed and published by ARTHUR CECIL MAJOR, of Masterton, Journalist, for the Wairarapa Age Company, Limited, whose registered office is at Lincoln Road Masterton. bbox=[876, 977, 1152, 1003]
property-listing: 363 acres, about half flat (160 acres), the remainder gently undulating. Owner has been working this place for some years as a mixed farm, milking only 25 cows, and running sheep on the remainder; has taken off it £700, and now with a cheese factory at one side, and butter at the other, this can be increased by £200, so that this farm can be easily made to produce £900 per annum, not last season made £900. Price £15 10s per acre. The property is divided into 9 paddocks, fences in best condition and of best material, and the farm is improved in every way as regards a mixed farm. The stock on this farm now is worth about £500 to £600, and consists of a picked dairy herd with 150 breeding ewes and 100 picked ewe hoggets. The dairy herd consists of 25 young cows. bbox=[876, 230, 1152, 316]
ad-body: A shipment to hand of "Metropolitan" Gas Cookers. The very best, easy improvements on last year's designs. Large cookers and small cookers, with or without hoods and plate racks. IMPORTANT TO HOUSEWIVES.—Gas Cooking at 5/10 per 1,000 cub. ft. is absolutely the cheapest and most convenient fuel obtainable in Masterton. The Gas Department will fit you a cooker of the latest pattern, and will place the services of a Lady Demonstrator at your disposal free of cost. Cookers at 5s to 9s per month. All amounts paid for hire, etc., allowed against cost of cooker if same is purchased. Remember:—No ashes, no dirt, no flues to clean, no fire to keep going. You turn a tap, at any hour of the day or night, and your stove is ready, to boil half a pint of water, or to cook a five course dinner. Call and inspect at the Showrooms in Chapel Street—Gas fittings of the latest designs. Cookers on view. Burners, fitters, etc., etc. You will be supplied with every information and expert advice on all matters connected with the use of GAS for "LIGHT," "HEAT," and "POWER." bbox=[733, 1351, 867, 1600]
ad-dairy-farm-lease bbox=[301, 603, 438, 712]
ad-note: We have a number of sheep and dairy farms of all sizes on easy terms, and at reasonable prices. Money on freehold security. Insurances of all kinds. bbox=[733, 1188, 867, 1223]
ad-dalton bbox=[590, 591, 724, 688]
ad-united-insurance bbox=[876, 323, 1152, 412]
property-listing: 420 acres, 200 l.i.p., at rent 1s per acre, £20 E.R. at 1d per acre, all in grass and well divided, nice easy country, lying well to the sun, will winter 700 ewes besides cattle. One of the cheapest properties on the market at £1 25 6d, easy terms arranged. bbox=[876, 728, 1152, 762]
ad-eketahuna-sale bbox=[16, 328, 152, 425]
ad-sub: LAND & ESTATE AGENTS, WOODVILLE. bbox=[318, 188, 421, 205]
ad-body: ABRAHAM & WILLIAMS, LTD., will offer as above— SHEEP— 100 good hoggets. CATTLE— 6 heifers in calf, good line, 30 18 month steers, 15 2yr steers, 15 2yr empty heifers. bbox=[161, 225, 292, 269]
ad-body: Licensed Interpreter, and Native Land Agent. WHARF STREET, TAURANGA. Telephone No 15. Box 12. A B C Code, 4th Edition. bbox=[590, 648, 724, 683]
ad-sub: LAND AND ESTATE AGENTS, WOODVILLE. bbox=[313, 580, 426, 597]
ad-title: R. Brown, bbox=[753, 786, 847, 807]
ad-sub: BANNISTER STREET, MASTERTON bbox=[472, 754, 556, 772]
ad-signature: DALGETY & CO., LTD., Auctioneers. bbox=[32, 736, 152, 745]
ad-sub: LAND AGENT, bbox=[487, 826, 541, 835]
ad-sub: VALUABLE SECTIONS IN BOROUGH OF GREYTOWN. bbox=[31, 438, 137, 456]
ad-title: Norris & Bell, bbox=[590, 690, 724, 711]
ad-place: Masterton. bbox=[493, 138, 535, 147]
ad-title: PROPERTIES TO LEASE. bbox=[741, 405, 859, 416]
ad-chennells bbox=[733, 63, 867, 403]
property-listing: 200 acres, nearly all flat, 6 miles from Tauranga, in grass, about one-half ploughable, close to creamery and school, all good soil. Price £6 15s per acre. bbox=[590, 954, 724, 997]
ad-title: BACK INTO OLD PREMISES bbox=[301, 1207, 438, 1218]
ad-title: W. B. Chennells bbox=[752, 64, 848, 104]
ad-title: MASTERTON WOOL, SKIN, HIDES AND TALLOW SALES. bbox=[304, 65, 435, 99]
property-listing: 1550 acres, Maori lease, 42 years to run, rent first 21 years 1s per acre, balance of term 2s per acre; nice low hills, most of which are ploughable; good bush consists principally of tawa, which could 25s per acre to fell, railway runs through the property, station within 4 miles. Price £1 per acre, about £900 cash, balance at 5 per cent for 5 or 6 years. This is a real first-class investment. bbox=[876, 625, 1152, 668]
column-6 bbox=[729, 42, 872, 1752]
ad-date: FRIDAY, SEPT. 10th, 1909, at 1 p.m. bbox=[165, 217, 288, 226]
ad-sub: LAND AND ESTATE AGENT, PERRY STREET, MASTERTON. bbox=[598, 84, 716, 102]
page-number: 8 bbox=[12, 9, 28, 35]
ad-sub: 150 QUEEN STREET, MASTERTON. bbox=[186, 1058, 267, 1075]
property-listing: 663 acres, first-class sheep country, 4 miles from Hunterville, first class stock proof fencing, 9 paddocks, carrying full 2 sheep per acre, and with extra subdivision will do far more good. Good 8-roomed house, large woolshed and outbuildings, held on lease for 5 years with purchase at £8, rent within a fraction of 6/3 p.a. Price for owner's interest £550. An exceedingly cheap and good property. bbox=[590, 155, 724, 250]
ad-title: Clearing Sale at Manga-mahoe. bbox=[168, 416, 285, 438]
ad-reasonable bbox=[733, 624, 867, 784]
ad-sub: N.Z. Branch: bbox=[992, 363, 1036, 372]
property-listing: The owner of the two following properties is desirous of exchanging them for a block of partly-improved country, from 500 to 1000 acres, in the Pongaroa district, or a similar locality. Good back-block country preferred. bbox=[733, 175, 867, 227]
ad-sub: THE HAWKE'S BAY LAND SALESMEN, bbox=[320, 752, 419, 770]
ad-title: Dairy Farms. bbox=[483, 172, 545, 183]
ad-pfa-fortnightly bbox=[161, 63, 292, 203]
ad-body: To be held in Wellington-Wairarapa Motor Company's Garage, Masterton. Saturday, 16th October, 1909, at 2 p.m. DALGETY AND COMPANY, LTD., under instructions from Wellington and Wairarapa Motor Co., Ltd. (in liquidation), as above— 7 Up-to-Date Motor-Cars. ABSOLUTELY WITHOUT RESERVE. Full particulars later. bbox=[16, 659, 152, 736]
ad-body: THE N.Z. LOAN & MERCANTILE AGENCY CO., LTD., have received instructions from Mr. H. Lavers, junr., who has disposed of his property and is leaving the district, to sell on the premises, adjoining the Mangamahoe Railway Station, as above, without reserve (excepting draught stallion, where a reasonable reserve will be made), the whole of his stock, plant, etc., comprising:— 1 Clydesdale Stallion, 6yrs, British Navy, bred by Mr F. L. Brenner, 2 brake geldings, 2 brake geldings in work, 1 single and double brakes, harness, 10 mares and fillies, 4 rollers, dairy cows, milk cans, separator, rakes, ploughs, harrows, dray, milk cart, household furniture, crockery, carpenter's tools, and general sundries. bbox=[161, 456, 292, 628]
ad-signature: J. B. KEITH, Manager. bbox=[219, 1380, 292, 1389]
column-header: Lands for Sale bbox=[876, 42, 1152, 60]
ad-title: Husband & Finch, bbox=[316, 541, 423, 581]
divider bbox=[876, 973, 1152, 975]
ad-place: (Pahiatua). bbox=[62, 253, 106, 262]
ad-dairy-farms bbox=[447, 170, 581, 474]
ad-body: DALGETY & CO. LTD. will sell as above— CATTLE— 8 first-class springing cows, 35 dry old steers, 25 3-year steers. bbox=[16, 199, 152, 226]
ad-cruickshank bbox=[876, 63, 1152, 323]
ad-sub: LEASEHOLD. bbox=[202, 1084, 251, 1093]
ad-title: MASTERTON PERMANENT INVESTMENT & BUILDING SOCIETY. bbox=[161, 1329, 292, 1363]
ad-signature: PETER TULLOCH. Box 42. Pahiatua. bbox=[1030, 956, 1152, 965]
ad-title: W. Inglis Husband, bbox=[468, 787, 560, 827]
property-listing: 1300 acres all in grass and fenced into convenient paddocks, house, woolshed, yards, every provision for convenience 8 miles from railway station, carrying capacity 2500 sheep, besides cattle. Price of the freehold, £6 5s. Terms arranged. bbox=[876, 681, 1152, 707]
ad-signature: FRANK EVANS, Auctioneer. bbox=[60, 163, 152, 172]
ad-sub: A RARE CHANCE. bbox=[979, 808, 1049, 817]
ad-sub: DANNEVIRKE. bbox=[341, 769, 398, 778]
ad-note: Send to me for any of Plenty property for the best and cheapest prices. bbox=[590, 1044, 724, 1061]
